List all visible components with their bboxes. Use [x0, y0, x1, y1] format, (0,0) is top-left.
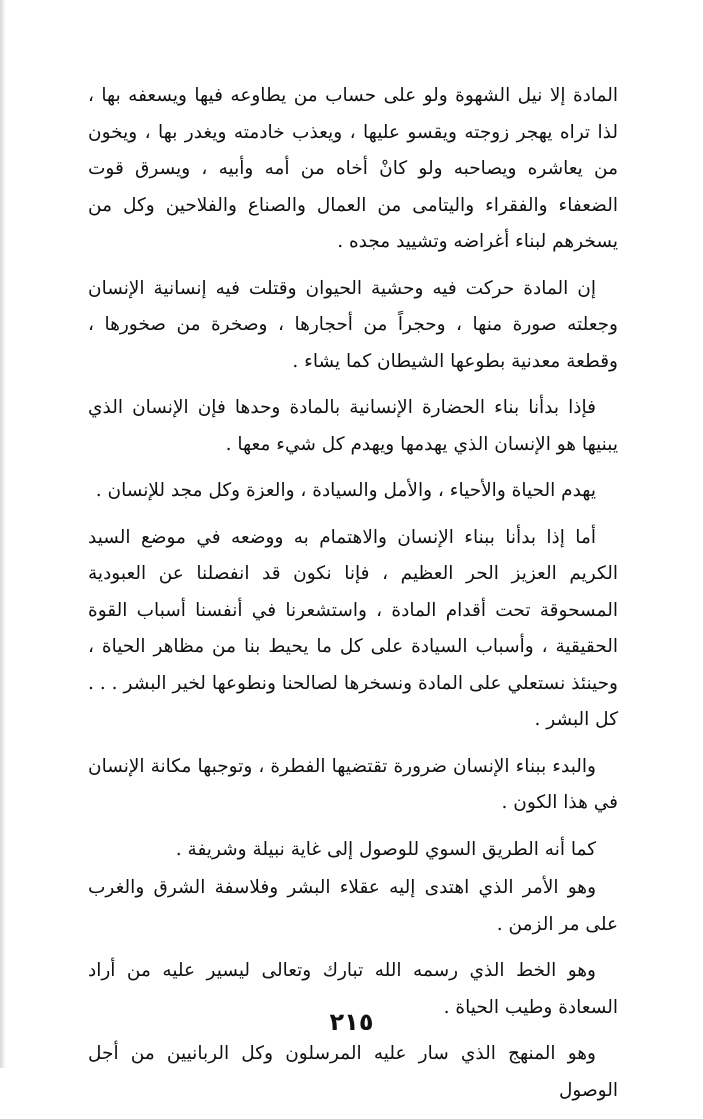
page-binding-edge — [0, 0, 6, 1068]
paragraph-5: أما إذا بدأنا ببناء الإنسان والاهتمام به ووضعه في موضع السيد الكريم العزيز الحر العظيم ، فإنا نكون قد انفصلنا عن العبودية المسحوقة تحت أقدام المادة ، واستشعرنا في أنفسنا أسباب القوة الحقيقية ، وأسباب السيادة على كل ما يحيط بنا من مظاهر الحياة ، وحينئذ نستعلي على المادة ونسخرها لصالحنا ونطوعها لخير البشر . . . كل البشر . — [88, 526, 618, 730]
paragraph-7: كما أنه الطريق السوي للوصول إلى غاية نبيلة وشريفة . — [175, 838, 596, 860]
paragraph-9: وهو الخط الذي رسمه الله تبارك وتعالى ليسير عليه من أراد السعادة وطيب الحياة . — [88, 960, 618, 1018]
paragraph-10: وهو المنهج الذي سار عليه المرسلون وكل الربانيين من أجل الوصول — [88, 1043, 618, 1101]
paragraph-2: إن المادة حركت فيه وحشية الحيوان وقتلت فيه إنسانية الإنسان وجعلته صورة منها ، وحجراً من أحجارها ، وصخرة من صخورها ، وقطعة معدنية بطوعها الشيطان كما يشاء . — [88, 277, 618, 372]
paragraph-6: والبدء ببناء الإنسان ضرورة تقتضيها الفطرة ، وتوجبها مكانة الإنسان في هذا الكون . — [88, 755, 618, 813]
paragraph-8: وهو الأمر الذي اهتدى إليه عقلاء البشر وفلاسفة الشرق والغرب على مر الزمن . — [88, 877, 618, 935]
paragraph-4: يهدم الحياة والأحياء ، والأمل والسيادة ، والعزة وكل مجد للإنسان . — [95, 480, 596, 501]
page-number: ٢١٥ — [329, 1008, 374, 1036]
paragraph-3: فإذا بدأنا بناء الحضارة الإنسانية بالمادة وحدها فإن الإنسان الذي يبنيها هو الإنسان الذي يهدمها ويهدم كل شيء معها . — [88, 397, 618, 455]
paragraph-1: المادة إلا نيل الشهوة ولو على حساب من يطاوعه فيها ويسعفه بها ، لذا تراه يهجر زوجته ويقسو عليها ، ويعذب خادمته ويغدر بها ، ويخون من يعاشره ويصاحبه ولو كانْ أخاه من أمه وأبيه ، ويسرق قوت الضعفاء والفقراء واليتامى من العمال والصناع والفلاحين وكل من يسخرهم لبناء أغراضه وتشييد مجده . — [88, 85, 618, 252]
body-text — [88, 78, 618, 1119]
